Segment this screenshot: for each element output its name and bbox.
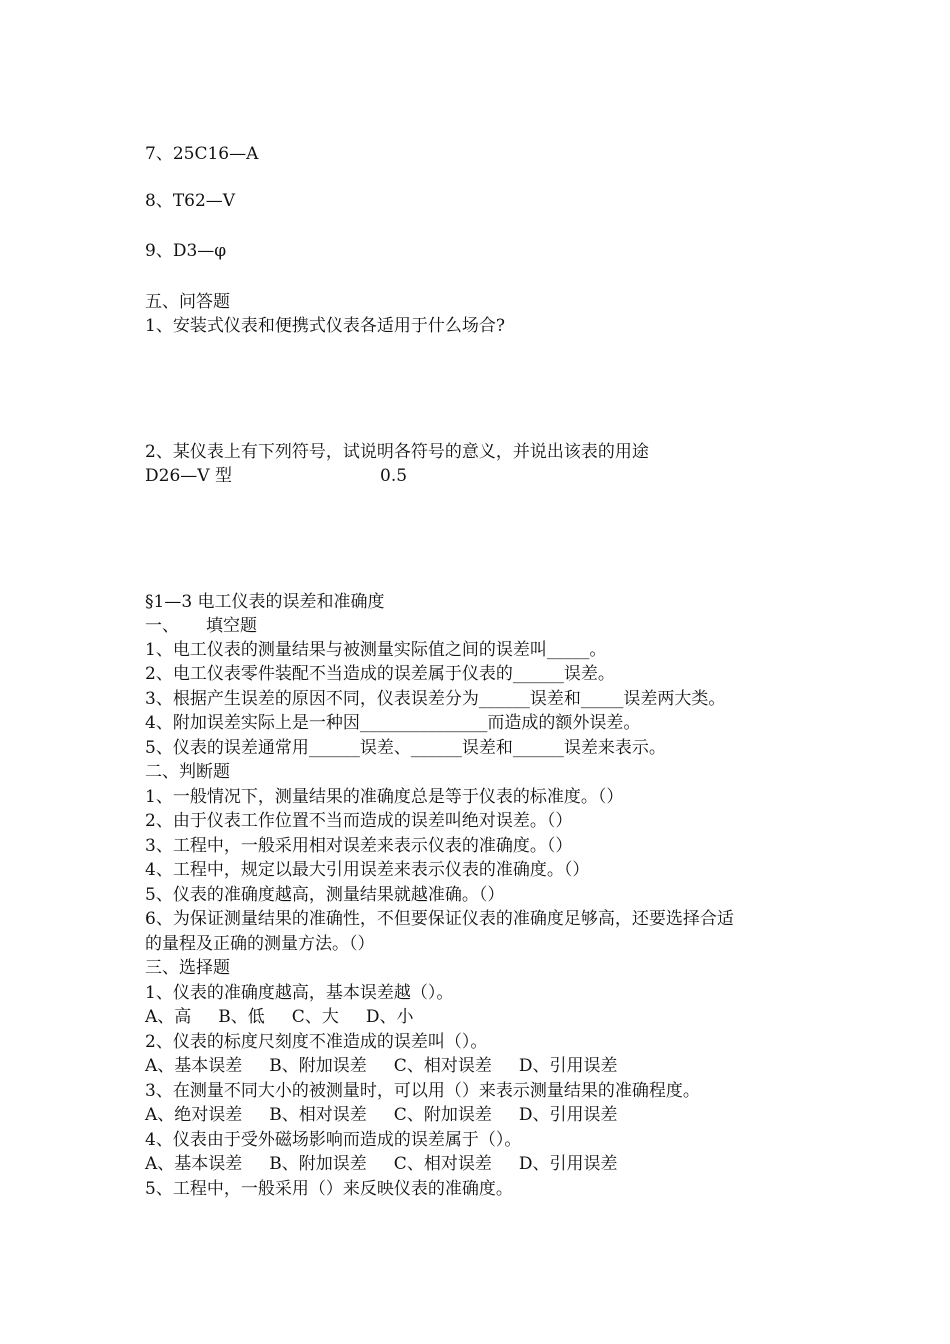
judge-item: 5、仪表的准确度越高，测量结果就越准确。（） <box>145 885 505 905</box>
choice-options: A、高 B、低 C、大 D、小 <box>145 1007 414 1027</box>
judge-item: 的量程及正确的测量方法。（） <box>145 934 375 954</box>
choice-options: A、基本误差 B、附加误差 C、相对误差 D、引用误差 <box>145 1056 618 1076</box>
choice-question: 4、仪表由于受外磁场影响而造成的误差属于（）。 <box>145 1130 522 1150</box>
fill-heading: 一、 填空题 <box>145 616 258 636</box>
judge-item: 4、工程中，规定以最大引用误差来表示仪表的准确度。（） <box>145 860 590 880</box>
choice-question: 1、仪表的准确度越高，基本误差越（）。 <box>145 983 454 1003</box>
fill-item: 4、附加误差实际上是一种因_______________而造成的额外误差。 <box>145 713 641 733</box>
section5-q2-value: 0.5 <box>380 466 408 486</box>
judge-item: 6、为保证测量结果的准确性，不但要保证仪表的准确度足够高，还要选择合适 <box>145 909 734 929</box>
item-7: 7、25C16—A <box>145 144 259 164</box>
choice-heading: 三、选择题 <box>145 958 230 978</box>
choice-options: A、基本误差 B、附加误差 C、相对误差 D、引用误差 <box>145 1154 618 1174</box>
choice-question: 2、仪表的标度尺刻度不准造成的误差叫（）。 <box>145 1032 488 1052</box>
section5-q2: 2、某仪表上有下列符号，试说明各符号的意义，并说出该表的用途 <box>145 442 649 462</box>
judge-heading: 二、判断题 <box>145 762 230 782</box>
judge-item: 3、工程中，一般采用相对误差来表示仪表的准确度。（） <box>145 836 573 856</box>
section5-q1: 1、安装式仪表和便携式仪表各适用于什么场合? <box>145 316 505 336</box>
choice-options: A、绝对误差 B、相对误差 C、附加误差 D、引用误差 <box>145 1105 618 1125</box>
fill-item: 3、根据产生误差的原因不同，仪表误差分为______误差和_____误差两大类。 <box>145 689 726 709</box>
chapter-title: §1—3 电工仪表的误差和准确度 <box>145 592 385 612</box>
fill-item: 5、仪表的误差通常用______误差、______误差和______误差来表示。 <box>145 738 666 758</box>
judge-item: 1、一般情况下，测量结果的准确度总是等于仪表的标准度。（） <box>145 787 624 807</box>
choice-question: 3、在测量不同大小的被测量时，可以用（）来表示测量结果的准确程度。 <box>145 1081 700 1101</box>
item-9: 9、D3—φ <box>145 241 227 261</box>
fill-item: 2、电工仪表零件装配不当造成的误差属于仪表的______误差。 <box>145 664 615 684</box>
fill-item: 1、电工仪表的测量结果与被测量实际值之间的误差叫_____。 <box>145 640 607 660</box>
item-8: 8、T62—V <box>145 191 236 211</box>
judge-item: 2、由于仪表工作位置不当而造成的误差叫绝对误差。（） <box>145 811 573 831</box>
section5-q2-symbol: D26—V 型 <box>145 466 232 486</box>
section5-heading: 五、问答题 <box>145 292 230 312</box>
choice-question: 5、工程中，一般采用（）来反映仪表的准确度。 <box>145 1179 513 1199</box>
